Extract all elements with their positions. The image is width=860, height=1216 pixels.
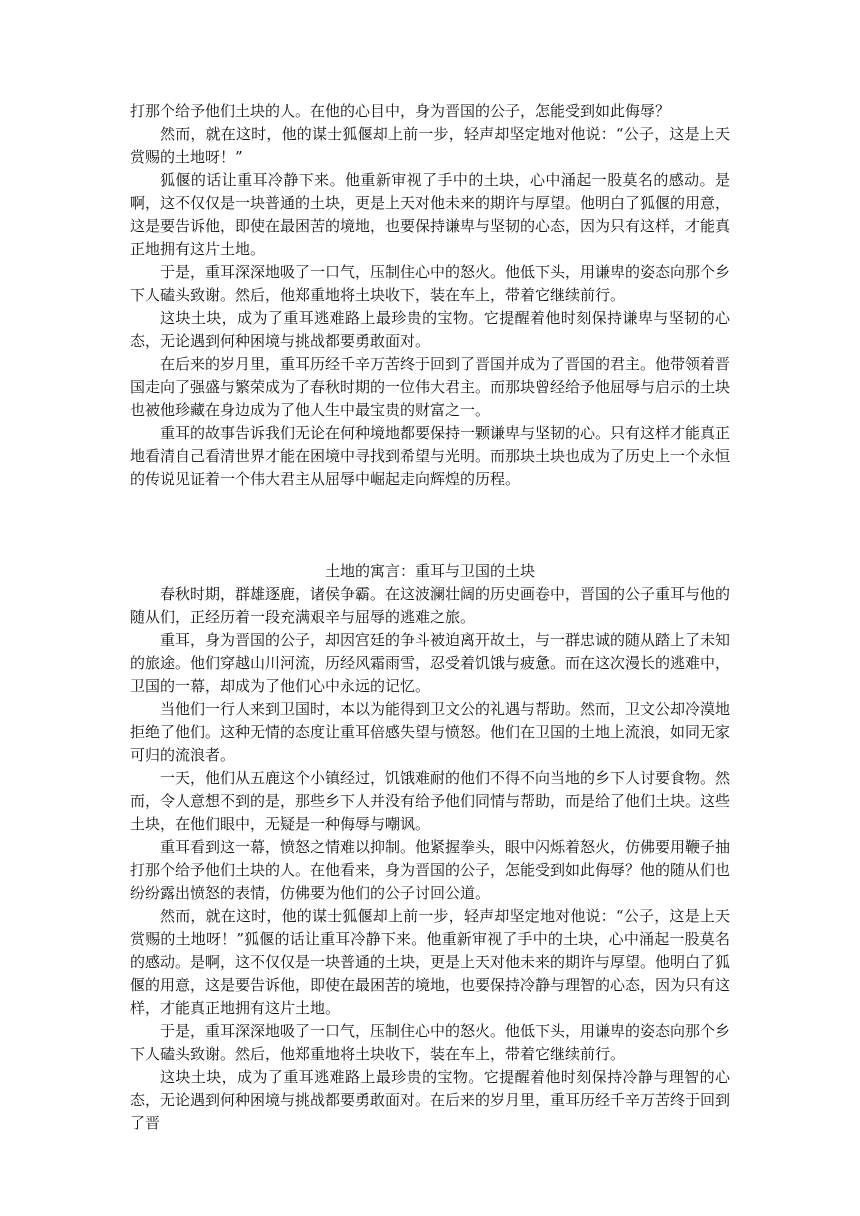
paragraph-continuation: 打那个给予他们土块的人。在他的心目中，身为晋国的公子，怎能受到如此侮辱？ (130, 102, 671, 120)
paragraph: 当他们一行人来到卫国时，本以为能得到卫文公的礼遇与帮助。然而，卫文公却冷漠地拒绝了他们。这种无情的态度让重耳倍感失望与愤怒。他们在卫国的土地上流浪，如同无家可归的流浪者。 (130, 700, 731, 764)
document-page (130, 100, 730, 1135)
paragraph-truncated: 这块土块，成为了重耳逃难路上最珍贵的宝物。它提醒着他时刻保持冷静与理智的心态，无论遇到何种困境与挑战都要勇敢面对。在后来的岁月里，重耳历经千辛万苦终于回到了晋 (130, 1068, 731, 1132)
paragraph: 这块土块，成为了重耳逃难路上最珍贵的宝物。它提醒着他时刻保持谦卑与坚韧的心态，无论遇到何种困境与挑战都要勇敢面对。 (130, 309, 730, 350)
section-spacer (130, 491, 730, 560)
paragraph: 重耳，身为晋国的公子，却因宫廷的争斗被迫离开故土，与一群忠诚的随从踏上了未知的旅途。他们穿越山川河流，历经风霜雨雪，忍受着饥饿与疲惫。而在这次漫长的逃难中，卫国的一幕，却成为了他们心中永远的记忆。 (130, 631, 731, 695)
paragraph: 春秋时期，群雄逐鹿，诸侯争霸。在这波澜壮阔的历史画卷中，晋国的公子重耳与他的随从们，正经历着一段充满艰辛与屈辱的逃难之旅。 (130, 585, 731, 626)
paragraph: 于是，重耳深深地吸了一口气，压制住心中的怒火。他低下头，用谦卑的姿态向那个乡下人磕头致谢。然后，他郑重地将土块收下，装在车上，带着它继续前行。 (130, 263, 731, 304)
paragraph: 重耳的故事告诉我们无论在何种境地都要保持一颗谦卑与坚韧的心。只有这样才能真正地看清自己看清世界才能在困境中寻找到希望与光明。而那块土块也成为了历史上一个永恒的传说见证着一个伟大君主从屈辱中崛起走向辉煌的历程。 (130, 424, 731, 488)
paragraph: 狐偃的话让重耳冷静下来。他重新审视了手中的土块，心中涌起一股莫名的感动。是啊，这不仅仅是一块普通的土块，更是上天对他未来的期许与厚望。他明白了狐偃的用意，这是要告诉他，即使在最困苦的境地，也要保持谦卑与坚韧的心态，因为只有这样，才能真正地拥有这片土地。 (130, 171, 731, 258)
paragraph: 于是，重耳深深地吸了一口气，压制住心中的怒火。他低下头，用谦卑的姿态向那个乡下人磕头致谢。然后，他郑重地将土块收下，装在车上，带着它继续前行。 (130, 1022, 731, 1063)
paragraph: 然而，就在这时，他的谋士狐偃却上前一步，轻声却坚定地对他说：“公子，这是上天赏赐的土地呀！” (130, 125, 730, 166)
paragraph: 然而，就在这时，他的谋士狐偃却上前一步，轻声却坚定地对他说：“公子，这是上天赏赐的土地呀！”狐偃的话让重耳冷静下来。他重新审视了手中的土块，心中涌起一股莫名的感动。是啊，这不仅仅是一块普通的土块，更是上天对他未来的期许与厚望。他明白了狐偃的用意，这是要告诉他，即使在最困苦的境地，也要保持冷静与理智的心态，因为只有这样，才能真正地拥有这片土地。 (130, 907, 731, 1017)
paragraph: 重耳看到这一幕，愤怒之情难以抑制。他紧握拳头，眼中闪烁着怒火，仿佛要用鞭子抽打那个给予他们土块的人。在他看来，身为晋国的公子，怎能受到如此侮辱？他的随从们也纷纷露出愤怒的表情，仿佛要为他们的公子讨回公道。 (130, 838, 731, 902)
section-title: 土地的寓言：重耳与卫国的土块 (324, 562, 535, 580)
paragraph: 在后来的岁月里，重耳历经千辛万苦终于回到了晋国并成为了晋国的君主。他带领着晋国走向了强盛与繁荣成为了春秋时期的一位伟大君主。而那块曾经给予他屈辱与启示的土块也被他珍藏在身边成为了他人生中最宝贵的财富之一。 (130, 355, 731, 419)
paragraph: 一天，他们从五鹿这个小镇经过，饥饿难耐的他们不得不向当地的乡下人讨要食物。然而，令人意想不到的是，那些乡下人并没有给予他们同情与帮助，而是给了他们土块。这些土块，在他们眼中，无疑是一种侮辱与嘲讽。 (130, 769, 731, 833)
